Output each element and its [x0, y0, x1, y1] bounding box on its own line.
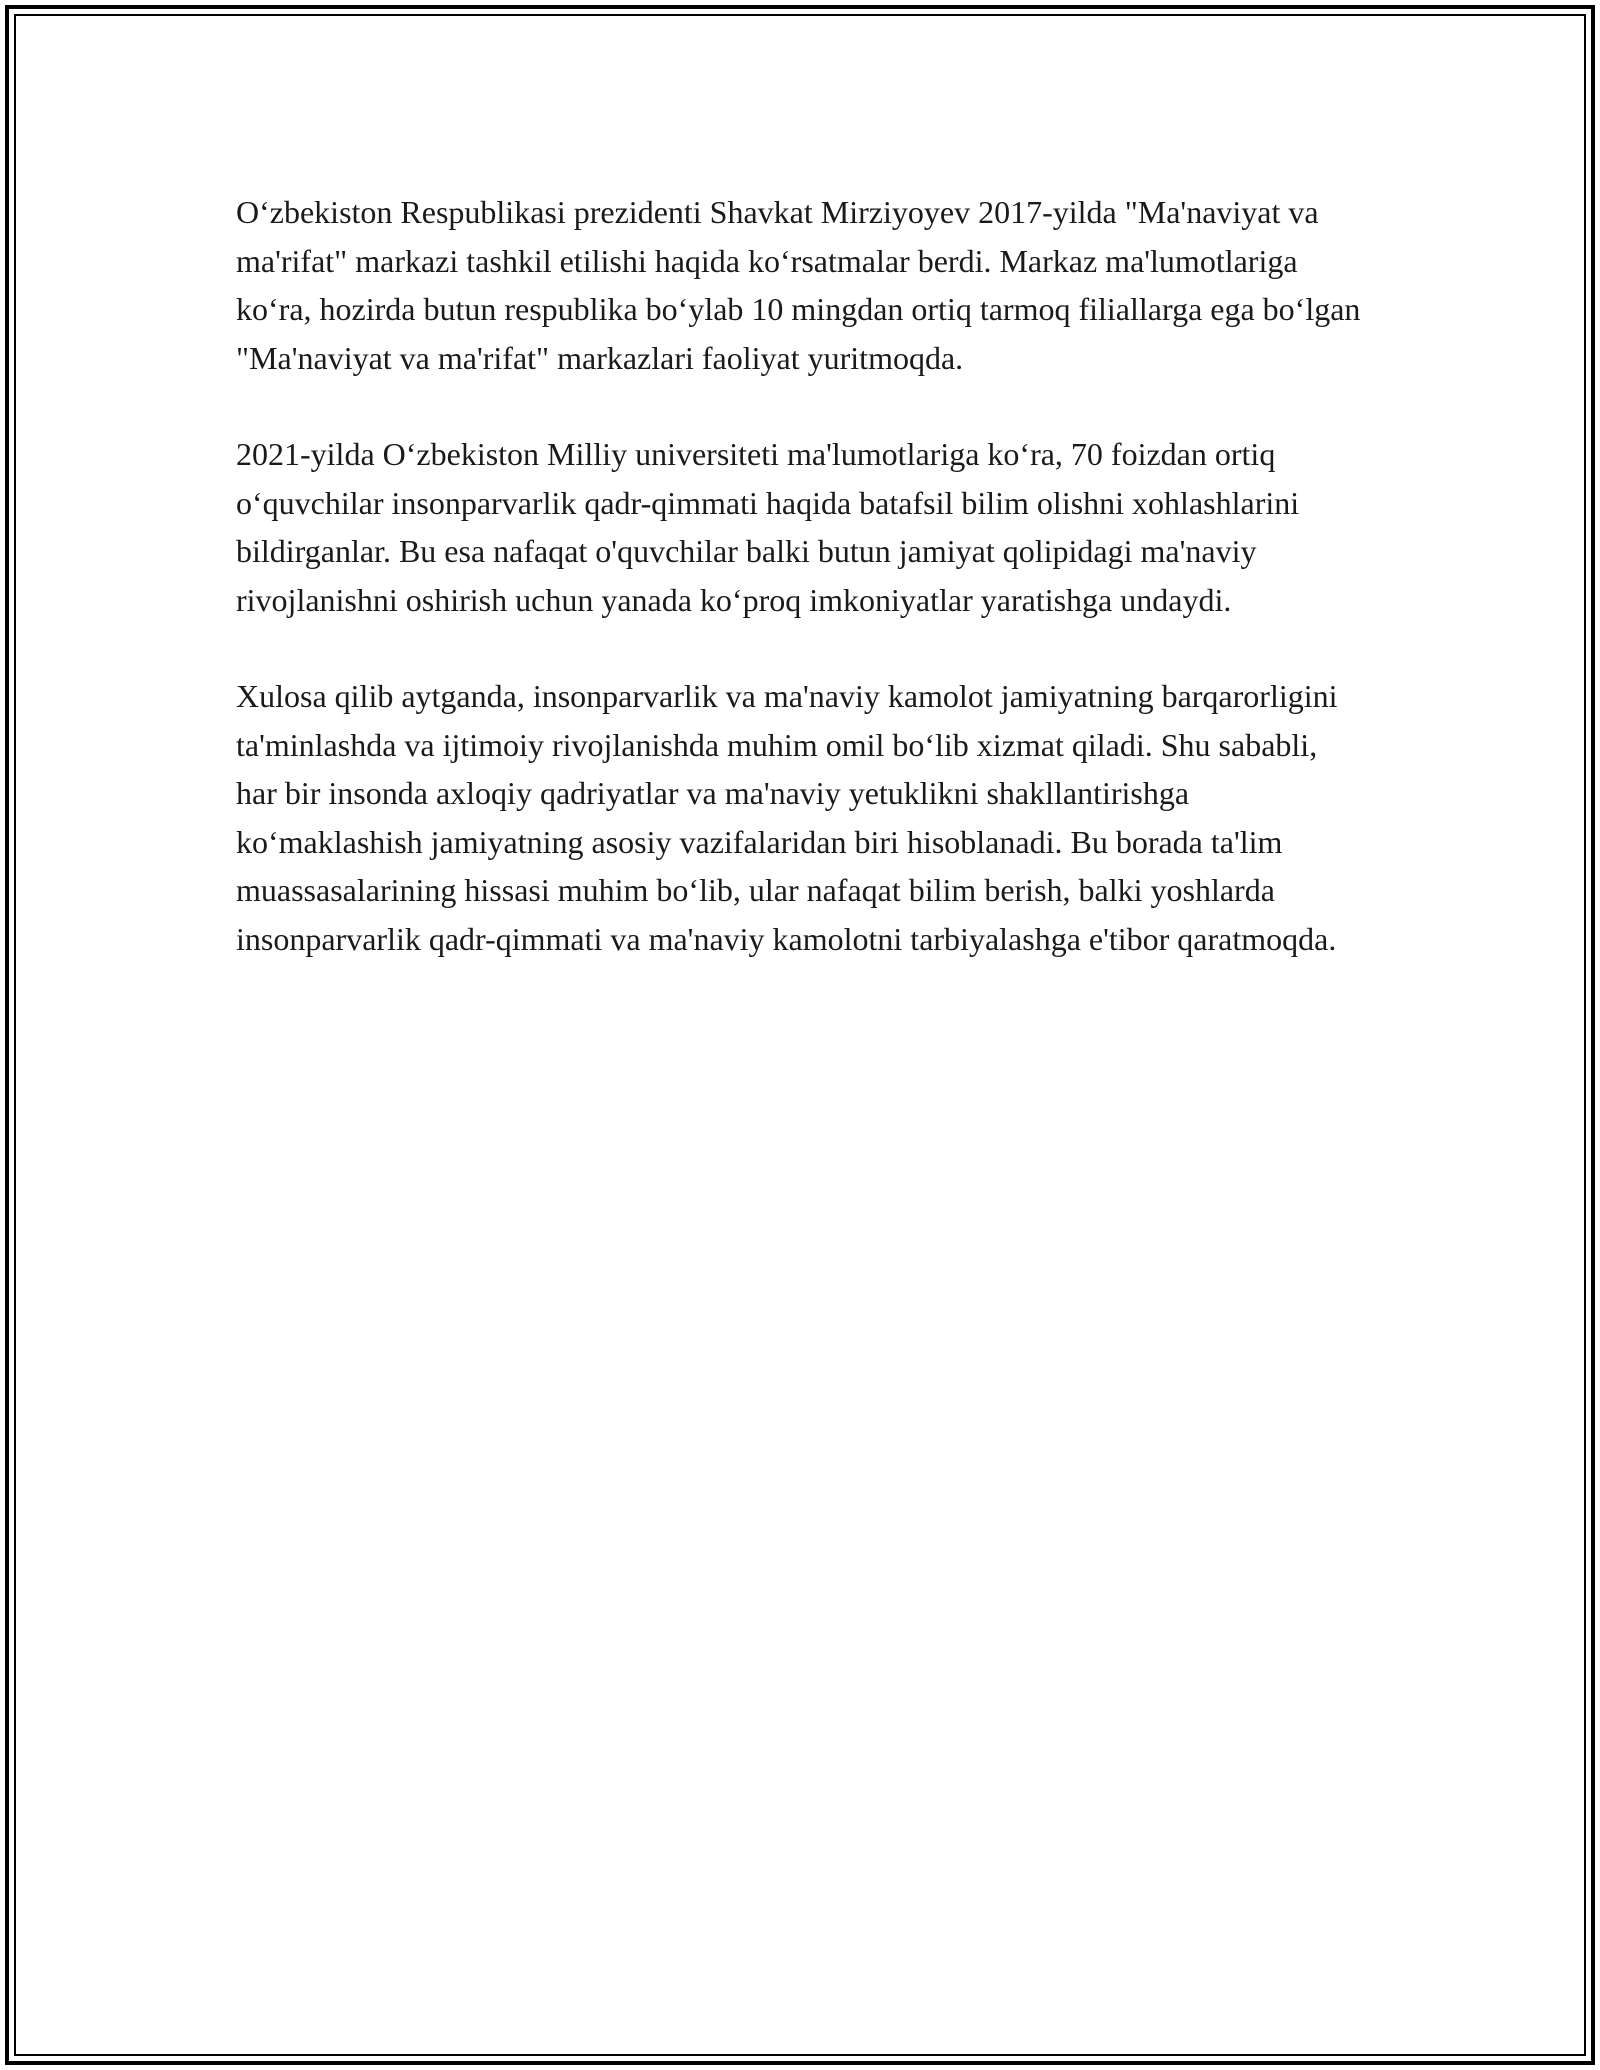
paragraph-2: 2021-yilda O‘zbekiston Milliy universiteti ma'lumotlariga ko‘ra, 70 foizdan ortiq o‘quvchilar insonparvarlik qadr-qimmati haqida batafsil bilim olishni xohlashlarini bildirganlar. Bu esa nafaqat o'quvchilar balki butun jamiyat qolipidagi ma'naviy rivojlanishni oshirish uchun yanada ko‘proq imkoniyatlar yaratishga undaydi.	[236, 436, 1300, 618]
paragraph-3: Xulosa qilib aytganda, insonparvarlik va ma'naviy kamolot jamiyatning barqarorligini ta'minlashda va ijtimoiy rivojlanishda muhim omil bo‘lib xizmat qiladi. Shu sababli, har bir insonda axloqiy qadriyatlar va ma'naviy yetuklikni shakllantirishga ko‘maklashish jamiyatning asosiy vazifalaridan biri hisoblanadi. Bu borada ta'lim muassasalarining hissasi muhim bo‘lib, ular nafaqat bilim berish, balki yoshlarda insonparvarlik qadr-qimmati va ma'naviy kamolotni tarbiyalashga e'tibor qaratmoqda.	[236, 678, 1338, 957]
document-body	[236, 188, 1366, 1011]
paragraph-1: O‘zbekiston Respublikasi prezidenti Shavkat Mirziyoyev 2017-yilda "Ma'naviyat va ma'rifat" markazi tashkil etilishi haqida ko‘rsatmalar berdi. Markaz ma'lumotlariga ko‘ra, hozirda butun respublika bo‘ylab 10 mingdan ortiq tarmoq filiallarga ega bo‘lgan "Ma'naviyat va ma'rifat" markazlari faoliyat yuritmoqda.	[236, 194, 1361, 376]
